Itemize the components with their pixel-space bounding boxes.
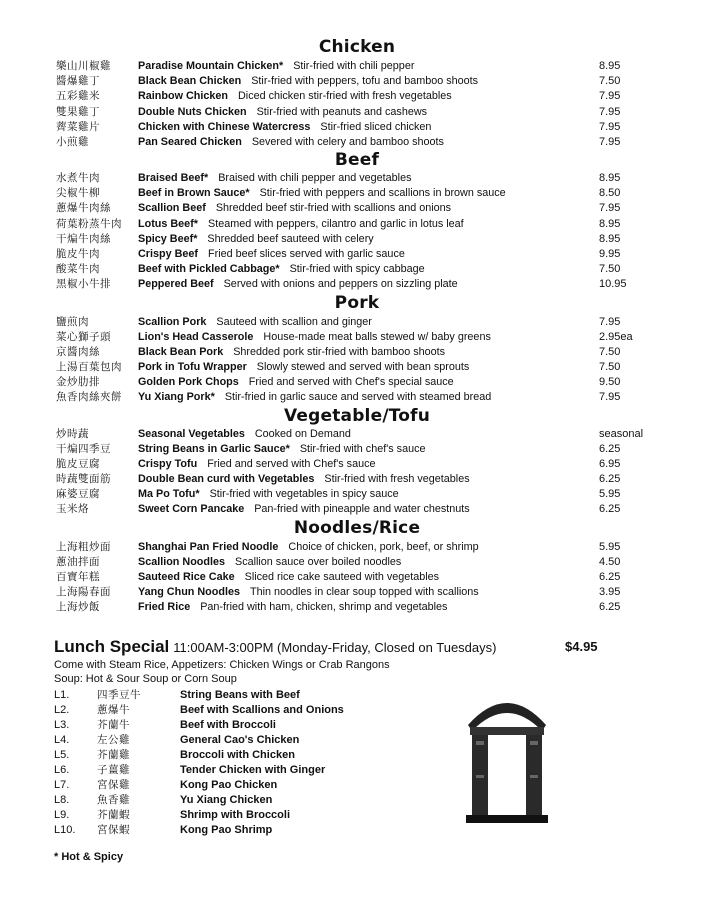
menu-item: 玉米烙 Sweet Corn Pancake Pan-fried with pineapple and water chestnuts 6.25 [56, 503, 621, 515]
menu-item: 黑椒小牛排 Peppered Beef Served with onions and peppers on sizzling plate 10.95 [56, 278, 627, 290]
menu-item: 百寶年糕 Sauteed Rice Cake Sliced rice cake sauteed with vegetables 6.25 [56, 571, 621, 583]
section-title-pork: Pork [334, 293, 380, 313]
menu-item: 五彩雞米 Rainbow Chicken Diced chicken stir-fried with fresh vegetables 7.95 [56, 90, 621, 102]
menu-item: 酸菜牛肉 Beef with Pickled Cabbage* Stir-fried with spicy cabbage 7.50 [56, 263, 621, 275]
section-title-chicken: Chicken [318, 37, 396, 57]
menu-item: 脆皮牛肉 Crispy Beef Fried beef slices served with garlic sauce 9.95 [56, 248, 621, 260]
menu-item: 上海炒飯 Fried Rice Pan-fried with ham, chicken, shrimp and vegetables 6.25 [56, 601, 621, 613]
lunch-special-title: Lunch Special 11:00AM-3:00PM (Monday-Friday, Closed on Tuesdays) [54, 637, 497, 656]
section-title-noodles-rice: Noodles/Rice [293, 518, 421, 538]
menu-item: 鹽煎肉 Scallion Pork Sauteed with scallion and ginger 7.95 [56, 316, 621, 328]
menu-item: 魚香肉絲夾餅 Yu Xiang Pork* Stir-fried in garlic sauce and served with steamed bread 7.95 [56, 391, 621, 403]
menu-item: 小煎雞 Pan Seared Chicken Severed with celery and bamboo shoots 7.95 [56, 136, 621, 148]
lunch-item: L2. 蔥爆牛 Beef with Scallions and Onions [54, 704, 344, 716]
lunch-item: L3. 芥蘭牛 Beef with Broccoli [54, 719, 276, 731]
hot-spicy-footnote: * Hot & Spicy [54, 851, 124, 863]
lunch-item: L9. 芥蘭蝦 Shrimp with Broccoli [54, 809, 291, 821]
menu-item: 水煮牛肉 Braised Beef* Braised with chili pepper and vegetables 8.95 [56, 172, 621, 184]
menu-item: 荷葉粉蒸牛肉 Lotus Beef* Steamed with peppers, cilantro and garlic in lotus leaf 8.95 [56, 218, 621, 230]
menu-item: 蔥油拌面 Scallion Noodles Scallion sauce over boiled noodles 4.50 [56, 556, 621, 568]
menu-item: 干煸牛肉絲 Spicy Beef* Shredded beef sauteed with celery 8.95 [56, 233, 621, 245]
lunch-item: L5. 芥蘭雞 Broccoli with Chicken [54, 749, 295, 761]
lunch-item: L1. 四季豆牛 String Beans with Beef [54, 689, 300, 701]
lunch-hours: 11:00AM-3:00PM (Monday-Friday, Closed on Tuesdays) [173, 640, 497, 655]
lunch-note-sides: Come with Steam Rice, Appetizers: Chicken Wings or Crab Rangons [54, 659, 390, 671]
menu-item: 菜心獅子頭 Lion's Head Casserole House-made meat balls stewed w/ baby greens 2.95ea [56, 331, 633, 343]
lunch-item: L10. 宮保蝦 Kong Pao Shrimp [54, 824, 273, 836]
menu-item: 樂山川椒雞 Paradise Mountain Chicken* Stir-fried with chili pepper 8.95 [56, 60, 621, 72]
menu-item: 尖椒牛柳 Beef in Brown Sauce* Stir-fried with peppers and scallions in brown sauce 8.50 [56, 187, 621, 199]
menu-item: 京醬肉絲 Black Bean Pork Shredded pork stir-fried with bamboo shoots 7.50 [56, 346, 621, 358]
lunch-item: L6. 子薑雞 Tender Chicken with Ginger [54, 764, 326, 776]
menu-item: 雙果雞丁 Double Nuts Chicken Stir-fried with peanuts and cashews 7.95 [56, 106, 621, 118]
menu-item: 炒時蔬 Seasonal Vegetables Cooked on Demand seasonal [56, 428, 644, 440]
lunch-note-soup: Soup: Hot & Sour Soup or Corn Soup [54, 673, 237, 685]
section-title-beef: Beef [334, 150, 380, 170]
lunch-item: L7. 宮保雞 Kong Pao Chicken [54, 779, 278, 791]
lunch-price: $4.95 [565, 639, 598, 654]
menu-item: 脆皮豆腐 Crispy Tofu Fried and served with Chef's sauce 6.95 [56, 458, 621, 470]
archway-illustration [462, 685, 552, 825]
menu-item: 上海陽春面 Yang Chun Noodles Thin noodles in clear soup topped with scallions 3.95 [56, 586, 621, 598]
lunch-item: L4. 左公雞 General Cao's Chicken [54, 734, 300, 746]
menu-item: 時蔬雙面筋 Double Bean curd with Vegetables Stir-fried with fresh vegetables 6.25 [56, 473, 621, 485]
section-title-vegetable-tofu: Vegetable/Tofu [283, 406, 431, 426]
menu-item: 蔥爆牛肉絲 Scallion Beef Shredded beef stir-fried with scallions and onions 7.95 [56, 202, 621, 214]
menu-item: 上海粗炒面 Shanghai Pan Fried Noodle Choice of chicken, pork, beef, or shrimp 5.95 [56, 541, 621, 553]
menu-item: 金炒肋排 Golden Pork Chops Fried and served with Chef's special sauce 9.50 [56, 376, 621, 388]
menu-item: 醬爆雞丁 Black Bean Chicken Stir-fried with peppers, tofu and bamboo shoots 7.50 [56, 75, 621, 87]
menu-item: 干煸四季豆 String Beans in Garlic Sauce* Stir-fried with chef's sauce 6.25 [56, 443, 621, 455]
menu-item: 麻婆豆腐 Ma Po Tofu* Stir-fried with vegetables in spicy sauce 5.95 [56, 488, 621, 500]
menu-item: 薺菜雞片 Chicken with Chinese Watercress Stir-fried sliced chicken 7.95 [56, 121, 621, 133]
menu-item: 上湯百葉包肉 Pork in Tofu Wrapper Slowly stewed and served with bean sprouts 7.50 [56, 361, 621, 373]
lunch-item: L8. 魚香雞 Yu Xiang Chicken [54, 794, 273, 806]
